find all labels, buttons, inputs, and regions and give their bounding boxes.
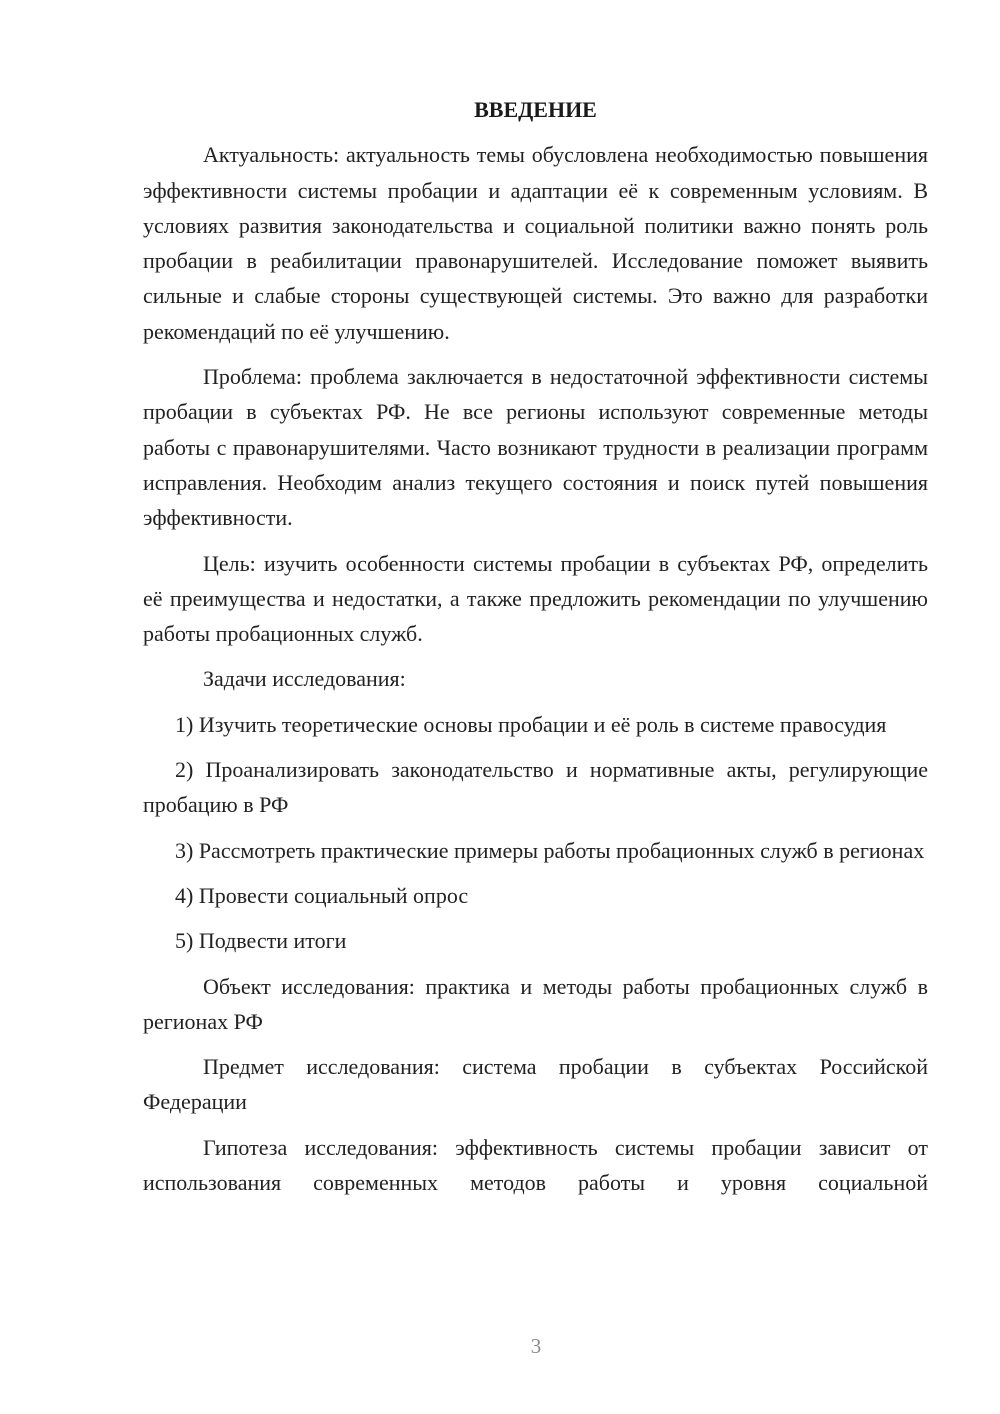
list-item-task-1: 1) Изучить теоретические основы пробации и её роль в системе правосудия <box>175 711 887 737</box>
paragraph-object: Объект исследования: практика и методы работы пробационных служб в регионах РФ <box>143 973 928 1034</box>
paragraph-problem: Проблема: проблема заключается в недостаточной эффективности системы пробации в субъектах РФ. Не все регионы используют современные методы работы с правонарушителями. Часто возникают трудности в реализации программ исправления. Необходим анализ текущего состояния и поиск путей повышения эффективности. <box>143 364 928 531</box>
list-item-task-4: 4) Провести социальный опрос <box>175 882 469 908</box>
section-heading: ВВЕДЕНИЕ <box>474 97 597 122</box>
page-number: 3 <box>530 1334 542 1358</box>
paragraph-relevance: Актуальность: актуальность темы обусловлена необходимостью повышения эффективности системы пробации и адаптации её к современным условиям. В условиях развития законодательства и социальной политики важно понять роль пробации в реабилитации правонарушителей. Исследование поможет выявить сильные и слабые стороны существующей системы. Это важно для разработки рекомендаций по её улучшению. <box>143 142 928 344</box>
paragraph-goal: Цель: изучить особенности системы пробации в субъектах РФ, определить её преимущества и недостатки, а также предложить рекомендации по улучшению работы пробационных служб. <box>143 550 928 647</box>
list-item-task-2: 2) Проанализировать законодательство и нормативные акты, регулирующие пробацию в РФ <box>143 757 928 818</box>
tasks-title: Задачи исследования: <box>203 666 406 692</box>
document-page <box>143 92 928 1210</box>
paragraph-subject: Предмет исследования: система пробации в субъектах Российской Федерации <box>143 1054 928 1115</box>
list-item-task-5: 5) Подвести итоги <box>175 928 347 954</box>
paragraph-hypothesis: Гипотеза исследования: эффективность системы пробации зависит от использования современных методов работы и уровня социальной <box>143 1134 928 1196</box>
list-item-task-3: 3) Рассмотреть практические примеры работы пробационных служб в регионах <box>175 837 925 863</box>
